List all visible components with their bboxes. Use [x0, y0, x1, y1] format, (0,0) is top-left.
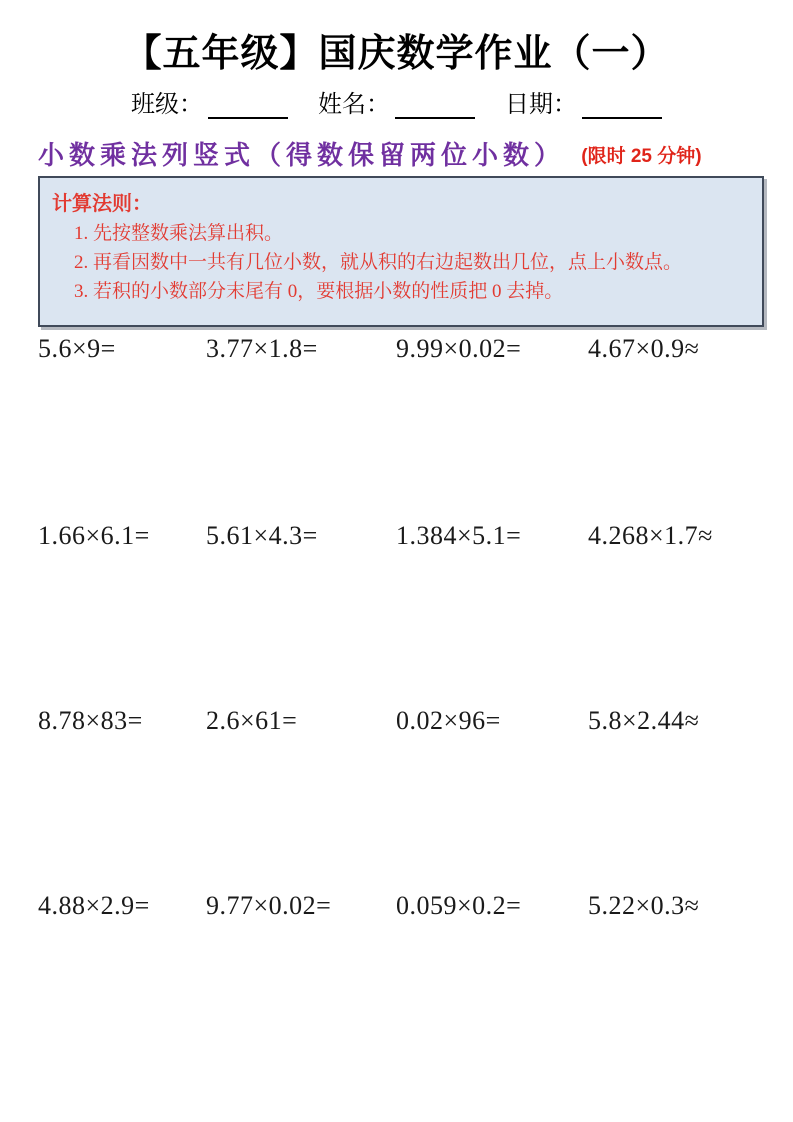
problem-cell: 9.77×0.02=: [206, 891, 332, 920]
problem-cell: 5.6×9=: [38, 334, 116, 363]
problem-cell: 0.059×0.2=: [396, 891, 522, 920]
page-title: 【五年级】国庆数学作业（一）: [123, 33, 670, 75]
problem-cell: 5.8×2.44≈: [588, 706, 700, 735]
problem-row: [38, 521, 778, 551]
problem-cell: 4.268×1.7≈: [588, 521, 713, 550]
date-label: 日期：: [505, 91, 577, 118]
section-heading-text: 小数乘法列竖式（得数保留两位小数）: [38, 140, 566, 170]
rules-box: [38, 176, 764, 327]
time-limit-note: (限时 25 分钟): [581, 146, 702, 167]
problem-cell: 1.384×5.1=: [396, 521, 522, 550]
problem-cell: 2.6×61=: [206, 706, 298, 735]
problem-cell: 0.02×96=: [396, 706, 501, 735]
name-blank-line: [395, 90, 475, 119]
student-info-row: [0, 84, 793, 119]
class-label: 班级：: [131, 91, 203, 118]
rule-item-3: 3. 若积的小数部分末尾有 0，要根据小数的性质把 0 去掉。: [74, 281, 564, 302]
name-field: [318, 84, 475, 119]
problem-cell: 5.61×4.3=: [206, 521, 318, 550]
name-label: 姓名：: [318, 91, 390, 118]
problem-cell: 5.22×0.3≈: [588, 891, 700, 920]
rules-title: 计算法则：: [52, 193, 152, 215]
problem-cell: 9.99×0.02=: [396, 334, 522, 363]
class-blank-line: [208, 90, 288, 119]
problem-cell: 3.77×1.8=: [206, 334, 318, 363]
problem-cell: 4.67×0.9≈: [588, 334, 700, 363]
problem-row: [38, 706, 778, 736]
problem-cell: 4.88×2.9=: [38, 891, 150, 920]
rule-item-1: 1. 先按整数乘法算出积。: [74, 223, 284, 244]
problem-row: [38, 334, 778, 364]
date-field: [505, 84, 662, 119]
class-field: [131, 84, 288, 119]
rule-item-2: 2. 再看因数中一共有几位小数，就从积的右边起数出几位，点上小数点。: [74, 252, 683, 273]
problem-cell: 1.66×6.1=: [38, 521, 150, 550]
date-blank-line: [582, 90, 662, 119]
problem-row: [38, 891, 778, 921]
problem-cell: 8.78×83=: [38, 706, 143, 735]
section-heading: [38, 135, 702, 172]
